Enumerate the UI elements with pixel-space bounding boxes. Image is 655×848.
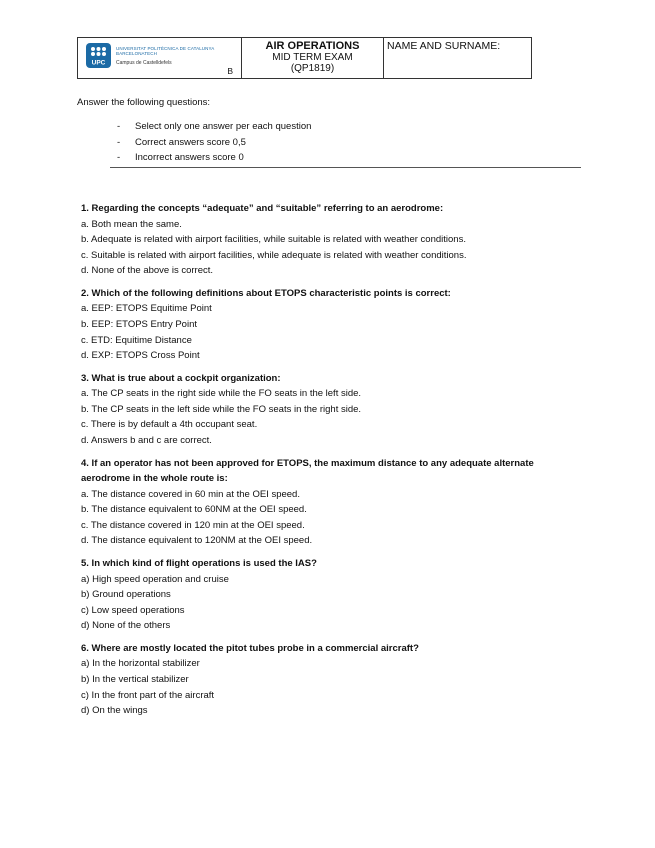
answer-option[interactable]: a. The CP seats in the right side while the FO seats in the left side. (81, 388, 362, 400)
university-logo-cell (78, 38, 242, 78)
questions-section (81, 201, 551, 726)
question-text: 4. If an operator has not been approved for ETOPS, the maximum distance to any adequate alternate aerodrome in the whole route is: (81, 457, 534, 485)
answer-option[interactable]: d. The distance equivalent to 120NM at the OEI speed. (81, 535, 313, 547)
question-4 (81, 456, 551, 549)
answer-option[interactable]: c. There is by default a 4th occupant seat. (81, 419, 258, 431)
answer-option[interactable]: c. Suitable is related with airport facilities, while adequate is related with weather conditions. (81, 249, 467, 261)
question-1 (81, 201, 551, 279)
answer-option[interactable]: a. The distance covered in 60 min at the OEI speed. (81, 488, 300, 500)
name-label: NAME AND SURNAME: (387, 40, 501, 52)
instruction-item: - Incorrect answers score 0 (117, 152, 311, 168)
answer-option[interactable]: b) In the vertical stabilizer (81, 673, 189, 685)
answer-option[interactable]: c. The distance covered in 120 min at the OEI speed. (81, 519, 305, 531)
list-dash: - (117, 152, 121, 163)
exam-header (77, 37, 532, 79)
answer-option[interactable]: b) Ground operations (81, 589, 171, 601)
name-field[interactable] (384, 38, 531, 78)
divider (110, 167, 581, 168)
exam-code: (QP1819) (290, 63, 335, 74)
question-3 (81, 371, 551, 449)
question-text: 1. Regarding the concepts “adequate” and “suitable” referring to an aerodrome: (81, 203, 444, 214)
logo-mark-text: UPC (91, 59, 106, 67)
instruction-item: - Select only one answer per each question (117, 121, 311, 137)
exam-subtitle: MID TERM EXAM (272, 52, 353, 63)
question-5 (81, 556, 551, 634)
answer-option[interactable]: d. EXP: ETOPS Cross Point (81, 350, 200, 362)
school-name: Campus de Castelldefels (116, 60, 172, 66)
answer-option[interactable]: b. EEP: ETOPS Entry Point (81, 318, 197, 330)
answer-option[interactable]: c) In the front part of the aircraft (81, 689, 215, 701)
question-6 (81, 641, 551, 719)
question-text: 5. In which kind of flight operations is used the IAS? (81, 558, 317, 569)
answer-option[interactable]: b. The distance equivalent to 60NM at the OEI speed. (81, 504, 307, 516)
question-2 (81, 286, 551, 364)
answer-option[interactable]: c) Low speed operations (81, 604, 185, 616)
answer-option[interactable]: d) None of the others (81, 620, 171, 632)
answer-option[interactable]: a) High speed operation and cruise (81, 573, 229, 585)
answer-option[interactable]: d. None of the above is correct. (81, 265, 214, 277)
exam-title-cell (242, 38, 384, 78)
upc-logo-icon (86, 43, 111, 68)
list-dash: - (117, 136, 121, 148)
answer-option[interactable]: b. The CP seats in the left side while the FO seats in the right side. (81, 403, 362, 415)
answer-option[interactable]: d) On the wings (81, 705, 148, 717)
answer-option[interactable]: a. EEP: ETOPS Equitime Point (81, 303, 212, 315)
list-dash: - (117, 121, 121, 132)
answer-option[interactable]: c. ETD: Equitime Distance (81, 334, 192, 346)
instructions-heading: Answer the following questions: (77, 97, 211, 108)
exam-version: B (227, 66, 233, 76)
answer-option[interactable]: a) In the horizontal stabilizer (81, 658, 200, 670)
question-text: 3. What is true about a cockpit organization: (81, 372, 281, 384)
answer-option[interactable]: a. Both mean the same. (81, 218, 182, 230)
question-text: 2. Which of the following definitions about ETOPS characteristic points is correct: (81, 287, 451, 299)
instructions-list (117, 121, 311, 168)
instruction-item: - Correct answers score 0,5 (117, 137, 311, 153)
question-text: 6. Where are mostly located the pitot tubes probe in a commercial aircraft? (81, 642, 419, 654)
university-name: UNIVERSITAT POLITÈCNICA DE CATALUNYA BARCELONATECH (116, 46, 215, 56)
answer-option[interactable]: d. Answers b and c are correct. (81, 435, 212, 447)
exam-title: AIR OPERATIONS (265, 40, 360, 52)
answer-option[interactable]: b. Adequate is related with airport facilities, while suitable is related with weather conditions. (81, 234, 466, 246)
